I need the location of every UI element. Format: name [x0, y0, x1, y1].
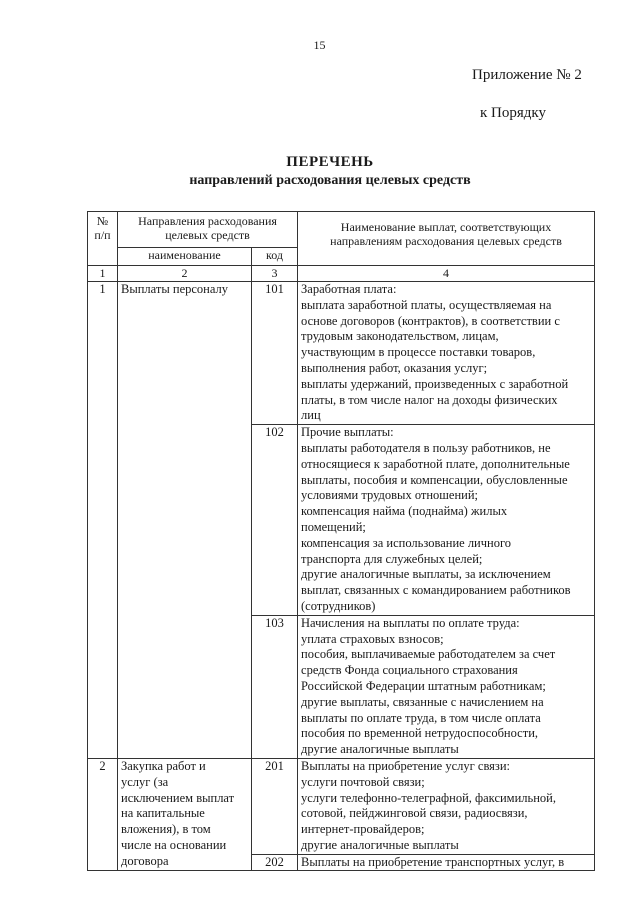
direction-name-line: вложения), в том — [121, 822, 211, 837]
description-line: выплаты работодателя в пользу работников, не — [301, 440, 551, 455]
description-line: услуги почтовой связи; — [301, 774, 425, 789]
column-number-row — [88, 266, 595, 282]
description-line: выплат, связанных с командированием работников — [301, 583, 571, 598]
description-line: уплата страховых взносов; — [301, 631, 444, 646]
description-line: Российской Федерации штатным работникам; — [301, 678, 546, 693]
direction-name — [118, 758, 252, 871]
description-line: Начисления на выплаты по оплате труда: — [301, 615, 520, 630]
direction-name — [118, 282, 252, 759]
column-number: 2 — [118, 266, 252, 282]
payment-description — [298, 282, 595, 425]
description-line: выполнения работ, оказания услуг; — [301, 360, 488, 375]
direction-code: 102 — [252, 425, 298, 616]
column-number: 3 — [252, 266, 298, 282]
direction-name-line: услуг (за — [121, 774, 169, 789]
direction-code: 103 — [252, 615, 298, 758]
description-line: другие аналогичные выплаты — [301, 742, 459, 757]
header-payments: Наименование выплат, соответствующих направлениям расходования целевых средств — [298, 212, 595, 266]
header-directions: Направления расходования целевых средств — [118, 212, 298, 248]
document-subtitle: направлений расходования целевых средств — [189, 173, 471, 188]
description-line: Выплаты на приобретение транспортных услуг, в — [301, 854, 565, 869]
column-number: 4 — [298, 266, 595, 282]
description-line: интернет-провайдеров; — [301, 822, 425, 837]
description-line: сотовой, пейджинговой связи, радиосвязи, — [301, 806, 528, 821]
table-row — [88, 758, 595, 854]
description-line: другие аналогичные выплаты — [301, 837, 459, 852]
description-line: средств Фонда социального страхования — [301, 663, 518, 678]
expenditure-table — [87, 211, 595, 871]
description-line: выплаты по оплате труда, в том числе оплата — [301, 710, 541, 725]
payment-description — [298, 615, 595, 758]
direction-code: 101 — [252, 282, 298, 425]
payment-description — [298, 854, 595, 871]
page-number: 15 — [313, 38, 326, 52]
description-line: Прочие выплаты: — [301, 425, 394, 440]
direction-name-line: исключением выплат — [121, 790, 235, 805]
payment-description — [298, 758, 595, 854]
direction-name-line: на капитальные — [121, 806, 205, 821]
description-line: помещений; — [301, 519, 366, 534]
description-line: компенсация за использование личного — [301, 535, 512, 550]
description-line: относящиеся к заработной плате, дополнительные — [301, 456, 570, 471]
description-line: пособия по временной нетрудоспособности, — [301, 726, 539, 741]
direction-name-line: числе на основании — [121, 837, 227, 852]
description-line: другие выплаты, связанные с начислением на — [301, 694, 544, 709]
payment-description — [298, 425, 595, 616]
header-code: код — [252, 247, 298, 265]
header-number: № п/п — [88, 212, 118, 266]
description-line: другие аналогичные выплаты, за исключением — [301, 567, 551, 582]
description-line: условиями трудовых отношений; — [301, 488, 479, 503]
description-line: услуги телефонно-телеграфной, факсимильной, — [301, 790, 556, 805]
description-line: пособия, выплачиваемые работодателем за счет — [301, 647, 556, 662]
description-line: транспорта для служебных целей; — [301, 551, 483, 566]
direction-code: 201 — [252, 758, 298, 854]
appendix-reference: к Порядку — [480, 105, 546, 121]
description-line: выплаты удержаний, произведенных с заработной — [301, 376, 569, 391]
column-number: 1 — [88, 266, 118, 282]
direction-name-line: Выплаты персоналу — [121, 282, 228, 296]
description-line: платы, в том числе налог на доходы физических — [301, 392, 558, 407]
table-header-row — [88, 212, 595, 248]
direction-code: 202 — [252, 854, 298, 871]
description-line: основе договоров (контрактов), в соответствии с — [301, 313, 560, 328]
description-line: Заработная плата: — [301, 282, 397, 296]
row-number: 1 — [88, 282, 118, 759]
description-line: трудовым законодательством, лицам, — [301, 329, 499, 344]
description-line: компенсация найма (поднайма) жилых — [301, 504, 508, 519]
direction-name-line: договора — [121, 853, 169, 868]
description-line: выплата заработной платы, осуществляемая на — [301, 297, 552, 312]
description-line: выплаты, пособия и компенсации, обусловленные — [301, 472, 568, 487]
description-line: (сотрудников) — [301, 598, 376, 613]
header-name: наименование — [118, 247, 252, 265]
description-line: участвующим в процессе поставки товаров, — [301, 345, 536, 360]
table-row — [88, 282, 595, 425]
row-number: 2 — [88, 758, 118, 871]
direction-name-line: Закупка работ и — [121, 758, 206, 773]
description-line: лиц — [301, 408, 321, 423]
document-title: ПЕРЕЧЕНЬ — [286, 154, 374, 170]
appendix-label: Приложение № 2 — [472, 67, 582, 83]
description-line: Выплаты на приобретение услуг связи: — [301, 758, 511, 773]
